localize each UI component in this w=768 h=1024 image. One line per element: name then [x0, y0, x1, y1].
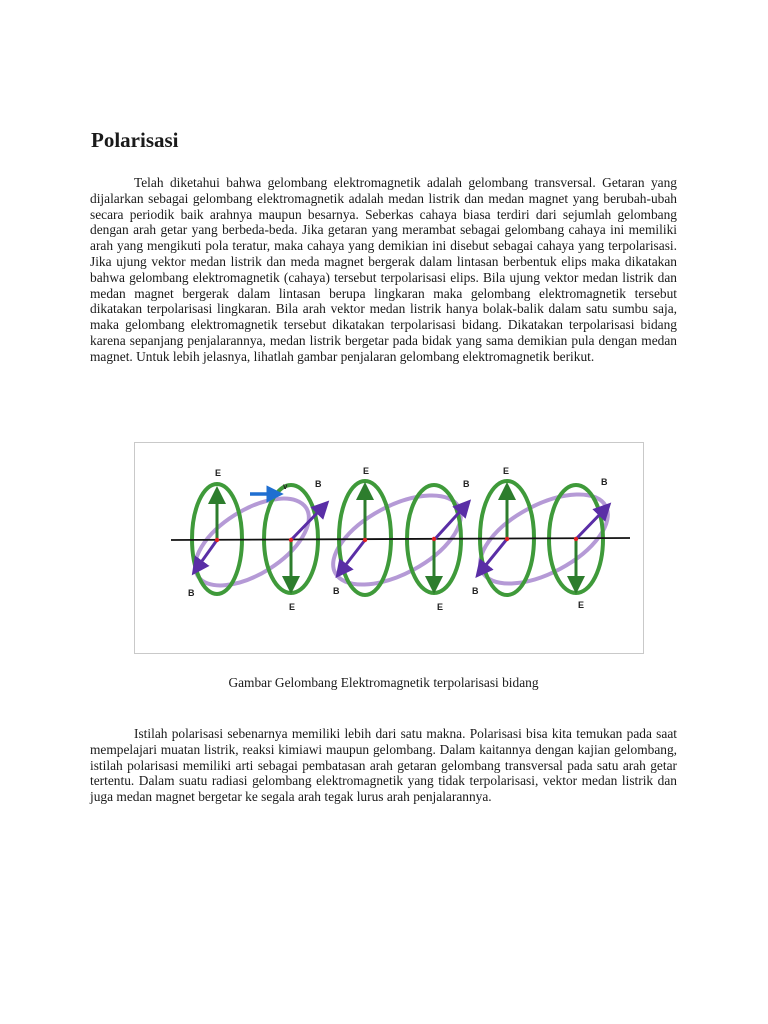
- label-e-5: E: [437, 602, 444, 612]
- label-e-1: E: [215, 468, 222, 478]
- label-b-5: B: [333, 586, 340, 596]
- label-b-2: B: [463, 479, 470, 489]
- label-e-6: E: [578, 600, 585, 610]
- paragraph-polarization-meaning: Istilah polarisasi sebenarnya memiliki lebih dari satu makna. Polarisasi bisa kita temukan pada saat mempelajari muatan listrik, reaksi kimiawi maupun gelombang. Dalam kaitannya dengan kajian gelombang, istilah polarisasi memiliki arti sebagai pembatasan arah getaran gelombang transversal pada satu arah getar tertentu. Dalam suatu radiasi gelombang elektromagnetik yang tidak terpolarisasi, vektor medan listrik dan juga medan magnet bergetar ke segala arah tegak lurus arah penjalarannya.: [90, 726, 677, 805]
- page-title: Polarisasi: [91, 128, 179, 152]
- em-wave-figure: [134, 442, 644, 654]
- label-b-3: B: [601, 477, 608, 487]
- label-e-2: E: [363, 466, 370, 476]
- paragraph-intro: Telah diketahui bahwa gelombang elektromagnetik adalah gelombang transversal. Getaran yang dijalarkan sebagai gelombang elektromagnetik adalah medan listrik dan medan magnet yang berubah-ubah secara periodik baik arahnya maupun besarnya. Seberkas cahaya biasa terdiri dari sejumlah gelombang dengan arah getar yang berbeda-beda. Jika getaran yang merambat sebagai gelombang cahaya ini memiliki arah yang mengikuti pola teratur, maka cahaya yang demikian ini disebut sebagai cahaya yang terpolarisasi. Jika ujung vektor medan listrik dan meda magnet bergerak dalam lintasan berbentuk elips maka dikatakan bahwa gelombang elektromagnetik (cahaya) tersebut terpolarisasi elips. Bila ujung vektor medan listrik dan medan magnet bergerak dalam lintasan berupa lingkaran maka gelombang elektromagnetik tersebut dikatakan terpolarisasi lingkaran. Bila arah vektor medan listrik hanya bolak-balik dalam satu sumbu saja, maka gelombang elektromagnetik tersebut dikatakan terpolarisasi bidang. Dikatakan terpolarisasi bidang karena sepanjang penjalarannya, medan listrik bergetar pada bidak yang sama demikian pula dengan medan magnet. Untuk lebih jelasnya, lihatlah gambar penjalaran gelombang elektromagnetik berikut.: [90, 175, 677, 364]
- label-v: v: [283, 482, 288, 491]
- figure-caption: Gambar Gelombang Elektromagnetik terpolarisasi bidang: [228, 675, 539, 690]
- label-b-4: B: [188, 588, 195, 598]
- label-e-4: E: [289, 602, 296, 612]
- propagation-axis: [171, 538, 630, 540]
- b-vector-3: [341, 540, 365, 571]
- label-e-3: E: [503, 466, 510, 476]
- label-b-1: B: [315, 479, 322, 489]
- em-wave-diagram: [135, 443, 645, 655]
- label-b-6: B: [472, 586, 479, 596]
